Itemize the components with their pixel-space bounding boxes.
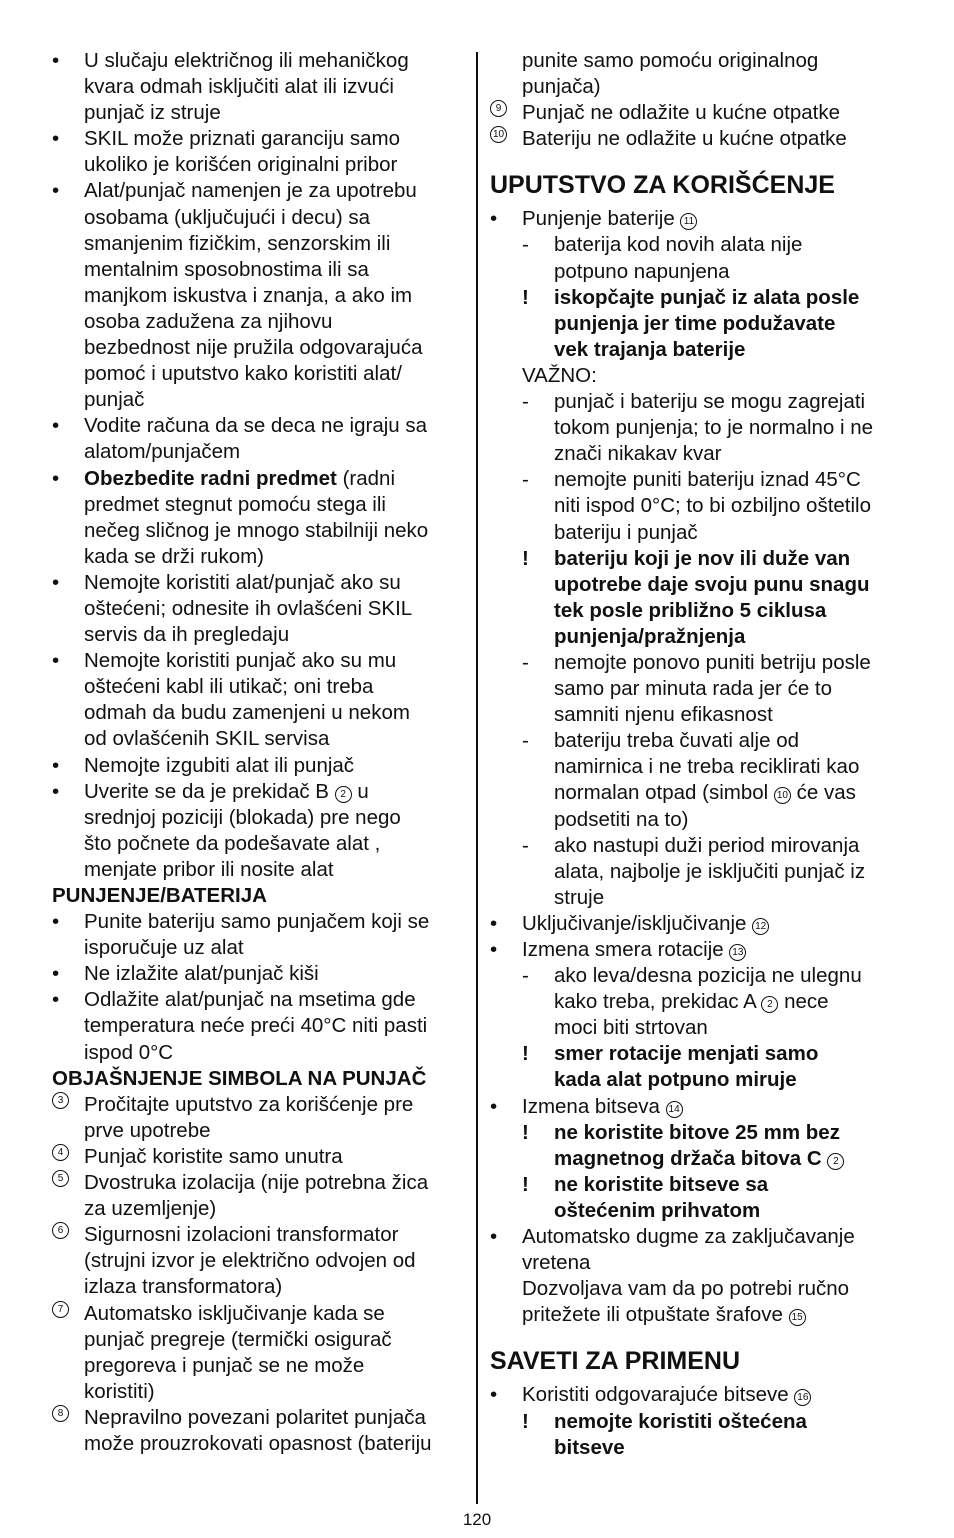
text-line — [490, 1015, 910, 1041]
text-line — [52, 1092, 464, 1118]
text-line — [490, 1435, 910, 1461]
text-line — [490, 1120, 910, 1146]
line-text: bezbednost nije pružila odgovarajuća — [84, 336, 423, 360]
line-text: vek trajanja baterije — [554, 337, 746, 361]
text-line — [52, 413, 464, 439]
line-text: oštećeni; odnesite ih ovlašćeni SKIL — [84, 596, 413, 620]
line-text: bateriju koji je nov ili duže van — [554, 546, 851, 570]
text-line — [490, 1146, 910, 1172]
text-line — [52, 987, 464, 1013]
list-marker: • — [52, 49, 60, 72]
text-line — [490, 441, 910, 467]
reference-number-icon: 16 — [794, 1389, 811, 1406]
line-text: menjate pribor ili nosite alat — [84, 857, 334, 881]
line-text: VAŽNO: — [522, 363, 597, 387]
line-text: iskopčajte punjač iz alata posle — [554, 285, 860, 309]
line-text: ako leva/desna pozicija ne ulegnu — [554, 964, 862, 988]
text-line — [52, 805, 464, 831]
reference-number-icon: 14 — [666, 1101, 683, 1118]
text-line — [52, 779, 464, 805]
line-text: bateriju treba čuvati alje od — [554, 729, 800, 753]
line-text: isporučuje uz alat — [84, 936, 244, 960]
line-text: osobama (uključujući i decu) sa — [84, 205, 370, 229]
text-line — [490, 624, 910, 650]
text-line — [52, 1040, 464, 1066]
text-line — [490, 415, 910, 441]
text-line — [52, 1379, 464, 1405]
line-text: Dozvoljava vam da po potrebi ručno — [522, 1277, 850, 1301]
list-marker: • — [52, 988, 60, 1012]
text-line — [52, 48, 464, 74]
line-text: Punjač ne odlažite u kućne otpatke — [522, 101, 840, 125]
line-text: Ne izlažite alat/punjač kiši — [84, 962, 319, 986]
line-text: struje — [554, 885, 605, 909]
line-text: baterija kod novih alata nije — [554, 233, 803, 257]
text-line — [52, 700, 464, 726]
line-text: punjač pregreje (termički osigurač — [84, 1327, 392, 1351]
text-line — [52, 1013, 464, 1039]
symbol-number-icon: 7 — [52, 1301, 69, 1318]
text-line — [52, 126, 464, 152]
line-text: normalan otpad (simbol — [554, 781, 774, 805]
line-text: Koristiti odgovarajuće bitseve — [522, 1383, 795, 1407]
text-line — [490, 885, 910, 911]
list-marker: - — [522, 390, 529, 414]
list-marker: ! — [522, 1172, 529, 1196]
text-line — [52, 544, 464, 570]
text-line — [490, 780, 910, 806]
list-marker: • — [52, 753, 60, 777]
line-text: SKIL može priznati garanciju samo — [84, 127, 400, 151]
line-text: će vas — [790, 781, 856, 805]
text-line — [490, 363, 910, 389]
text-line — [490, 100, 910, 126]
line-text: Odlažite alat/punjač na msetima gde — [84, 988, 416, 1012]
list-marker: • — [490, 938, 498, 961]
text-line — [490, 911, 910, 937]
line-text: Automatsko dugme za zaključavanje — [522, 1225, 855, 1249]
text-line — [490, 572, 910, 598]
line-text: punite samo pomoću originalnog — [522, 49, 819, 72]
list-marker: ! — [522, 285, 529, 309]
text-line — [490, 126, 910, 152]
line-text: kvara odmah isključiti alat ili izvući — [84, 75, 394, 99]
text-line — [52, 361, 464, 387]
text-line — [490, 48, 910, 74]
text-line — [52, 309, 464, 335]
text-line — [52, 570, 464, 596]
line-text: samniti njenu efikasnost — [554, 703, 773, 727]
text-line — [52, 1196, 464, 1222]
line-text: Nemojte koristiti punjač ako su mu — [84, 649, 397, 673]
list-marker: • — [490, 1094, 498, 1118]
list-marker: ! — [522, 546, 529, 570]
text-line — [52, 335, 464, 361]
line-text: pregoreva i punjač se ne može — [84, 1353, 365, 1377]
text-line — [490, 728, 910, 754]
list-marker: • — [52, 910, 60, 934]
subsection-heading: OBJAŠNJENJE SIMBOLA NA PUNJAČ — [52, 1066, 427, 1090]
reference-number-icon: 2 — [827, 1153, 844, 1170]
line-text: Punite bateriju samo punjačem koji se — [84, 910, 430, 934]
line-text: nemojte koristiti oštećena — [554, 1409, 807, 1433]
text-line — [490, 1094, 910, 1120]
line-text: servis da ih pregledaju — [84, 623, 290, 647]
text-line — [52, 205, 464, 231]
text-line — [490, 1276, 910, 1302]
reference-number-icon: 15 — [789, 1309, 806, 1326]
text-line — [490, 206, 910, 232]
symbol-number-icon: 10 — [490, 126, 507, 143]
text-line — [490, 598, 910, 624]
line-text: kako treba, prekidac A — [554, 990, 762, 1014]
text-line — [490, 1224, 910, 1250]
list-marker: • — [52, 127, 60, 151]
page-number: 120 — [462, 1510, 492, 1529]
line-text: Izmena smera rotacije — [522, 938, 730, 961]
line-text: Punjenje baterije — [522, 207, 681, 231]
line-text: namirnica i ne treba reciklirati kao — [554, 755, 860, 779]
section-heading: SAVETI ZA PRIMENU — [490, 1347, 741, 1376]
text-line — [490, 259, 910, 285]
line-text: Uključivanje/isključivanje — [522, 911, 753, 935]
reference-number-icon: 11 — [680, 213, 697, 230]
text-line — [52, 74, 464, 100]
text-line — [52, 1170, 464, 1196]
list-marker: ! — [522, 1120, 529, 1144]
list-marker: - — [522, 964, 529, 988]
bold-text: Obezbedite radni predmet — [84, 466, 337, 490]
line-text: smanjenim fizičkim, senzorskim ili — [84, 231, 391, 255]
line-text: bateriju i punjač — [554, 520, 698, 544]
list-marker: - — [522, 233, 529, 257]
line-text: Nepravilno povezani polaritet punjača — [84, 1405, 426, 1429]
line-text: alatom/punjačem — [84, 440, 241, 464]
right-column — [490, 48, 910, 1461]
line-text: odmah da budu zamenjeni u nekom — [84, 701, 410, 725]
line-text: punjenja/pražnjenja — [554, 624, 746, 648]
line-text: ispod 0°C — [84, 1040, 174, 1064]
line-text: za uzemljenje) — [84, 1197, 217, 1221]
text-line — [52, 1118, 464, 1144]
column-divider — [476, 52, 478, 1504]
line-text: nemojte puniti bateriju iznad 45°C — [554, 468, 861, 492]
subsection-heading: PUNJENJE/BATERIJA — [52, 884, 267, 907]
text-line — [52, 857, 464, 883]
text-line — [52, 1248, 464, 1274]
text-line — [490, 1382, 910, 1408]
line-text: punjač — [84, 388, 145, 412]
line-text: što počnete da podešavate alat , — [84, 831, 381, 855]
text-line — [490, 754, 910, 780]
list-marker: - — [522, 729, 529, 753]
line-text: upotrebe daje svoju punu snagu — [554, 572, 870, 596]
reference-number-icon: 2 — [335, 786, 352, 803]
list-marker: • — [490, 911, 498, 935]
text-line — [490, 1302, 910, 1328]
text-line — [490, 702, 910, 728]
line-text: manjkom iskustva i znanja, a ako im — [84, 283, 413, 307]
text-line — [490, 546, 910, 572]
symbol-number-icon: 9 — [490, 100, 507, 117]
line-text: mentalnim sposobnostima ili sa — [84, 257, 369, 281]
text-line — [490, 493, 910, 519]
text-line — [490, 285, 910, 311]
text-line — [52, 648, 464, 674]
text-line — [490, 337, 910, 363]
left-column — [52, 48, 464, 1457]
text-line — [490, 74, 910, 100]
list-marker: ! — [522, 1042, 529, 1066]
reference-number-icon: 12 — [752, 918, 769, 935]
symbol-number-icon: 4 — [52, 1144, 69, 1161]
line-text: Sigurnosni izolacioni transformator — [84, 1223, 399, 1247]
reference-number-icon: 10 — [774, 787, 791, 804]
text-line — [52, 1431, 464, 1457]
list-marker: • — [52, 466, 60, 490]
line-text: alata, najbolje je isključiti punjač iz — [554, 859, 866, 883]
text-line — [52, 1274, 464, 1300]
list-marker: - — [522, 833, 529, 857]
text-line — [52, 1353, 464, 1379]
line-text: od ovlašćenih SKIL servisa — [84, 727, 330, 751]
text-line — [52, 1301, 464, 1327]
line-text: Dvostruka izolacija (nije potrebna žica — [84, 1171, 429, 1195]
text-line — [490, 937, 910, 963]
line-text: ukoliko je korišćen originalni pribor — [84, 153, 398, 177]
symbol-number-icon: 5 — [52, 1170, 69, 1187]
line-text: nečeg sličnog je mnogo stabilniji neko — [84, 518, 429, 542]
list-marker: ! — [522, 1409, 529, 1433]
text-line — [52, 674, 464, 700]
line-text: može prouzrokovati opasnost (bateriju — [84, 1431, 432, 1455]
line-text: samo par minuta rada jer će to — [554, 677, 833, 701]
line-text: osoba zadužena za njihovu — [84, 309, 333, 333]
line-text: kada se drži rukom) — [84, 544, 265, 568]
text-line — [490, 232, 910, 258]
line-text: nemojte ponovo puniti betriju posle — [554, 650, 871, 674]
line-text: koristiti) — [84, 1379, 155, 1403]
text-line — [52, 257, 464, 283]
text-line — [490, 989, 910, 1015]
line-text: Vodite računa da se deca ne igraju sa — [84, 414, 428, 438]
text-line — [52, 961, 464, 987]
line-text: punjač i bateriju se mogu zagrejati — [554, 390, 866, 414]
text-line — [52, 753, 464, 779]
text-line — [490, 311, 910, 337]
text-line — [52, 178, 464, 204]
symbol-number-icon: 6 — [52, 1222, 69, 1239]
text-line — [52, 231, 464, 257]
line-text: temperatura neće preći 40°C niti pasti — [84, 1014, 428, 1038]
text-line — [490, 859, 910, 885]
line-text: niti ispod 0°C; to bi ozbiljno oštetilo — [554, 494, 872, 518]
line-text: Izmena bitseva — [522, 1094, 666, 1118]
text-line — [490, 1172, 910, 1198]
text-line — [490, 1409, 910, 1435]
text-line — [490, 389, 910, 415]
text-line — [490, 520, 910, 546]
text-line — [52, 831, 464, 857]
text-line — [52, 596, 464, 622]
line-text: magnetnog držača bitova C — [554, 1146, 828, 1170]
line-text: tokom punjenja; to je normalno i ne — [554, 416, 874, 440]
text-line — [490, 963, 910, 989]
reference-number-icon: 13 — [729, 944, 746, 961]
text-line — [52, 726, 464, 752]
text-line — [490, 1198, 910, 1224]
line-text: vretena — [522, 1251, 591, 1275]
line-text: Punjač koristite samo unutra — [84, 1144, 343, 1168]
text-line — [52, 466, 464, 492]
text-line — [52, 1327, 464, 1353]
line-text: ne koristite bitove 25 mm bez — [554, 1120, 840, 1144]
text-line — [52, 387, 464, 413]
symbol-number-icon: 8 — [52, 1405, 69, 1422]
text-line — [52, 622, 464, 648]
list-marker: • — [52, 179, 60, 203]
list-marker: • — [52, 649, 60, 673]
list-marker: • — [490, 207, 498, 231]
list-marker: • — [52, 962, 60, 986]
line-text: izlaza transformatora) — [84, 1275, 283, 1299]
line-text: punjenja jer time podužavate — [554, 311, 836, 335]
line-text: Nemojte koristiti alat/punjač ako su — [84, 570, 401, 594]
line-text: podsetiti na to) — [554, 807, 689, 831]
text-line — [52, 100, 464, 126]
text-line — [52, 439, 464, 465]
text-line — [490, 1067, 910, 1093]
line-text: tek posle približno 5 ciklusa — [554, 598, 827, 622]
text-line — [490, 833, 910, 859]
text-line — [52, 909, 464, 935]
line-text: (strujni izvor je električno odvojen od — [84, 1249, 416, 1273]
line-text: U slučaju električnog ili mehaničkog — [84, 49, 409, 72]
line-text: pomoć i uputstvo kako koristiti alat/ — [84, 362, 402, 386]
line-text: punjača) — [522, 75, 601, 99]
list-marker: - — [522, 468, 529, 492]
text-line — [490, 1250, 910, 1276]
line-text: ako nastupi duži period mirovanja — [554, 833, 860, 857]
text-line — [52, 1405, 464, 1431]
line-text: u — [351, 779, 369, 803]
text-line — [52, 1222, 464, 1248]
section-heading: UPUTSTVO ZA KORIŠĆENJE — [490, 171, 835, 200]
line-text: Bateriju ne odlažite u kućne otpatke — [522, 127, 847, 151]
line-text: Uverite se da je prekidač B — [84, 779, 335, 803]
line-text: srednjoj poziciji (blokada) pre nego — [84, 805, 401, 829]
text-line — [52, 1144, 464, 1170]
line-text: oštećenim prihvatom — [554, 1198, 761, 1222]
list-marker: • — [490, 1383, 498, 1407]
line-text: predmet stegnut pomoću stega ili — [84, 492, 386, 516]
line-text: prve upotrebe — [84, 1118, 211, 1142]
text-line — [52, 935, 464, 961]
line-text: nece — [778, 990, 829, 1014]
text-line — [490, 1041, 910, 1067]
text-line — [490, 807, 910, 833]
line-text: Automatsko isključivanje kada se — [84, 1301, 385, 1325]
line-text: oštećeni kabl ili utikač; oni treba — [84, 675, 374, 699]
line-text: (radni — [336, 466, 395, 490]
line-text: punjač iz struje — [84, 101, 221, 125]
line-text: potpuno napunjena — [554, 259, 730, 283]
line-text: Pročitajte uputstvo za korišćenje pre — [84, 1092, 414, 1116]
line-text: Alat/punjač namenjen je za upotrebu — [84, 179, 417, 203]
text-line — [490, 676, 910, 702]
line-text: smer rotacije menjati samo — [554, 1042, 819, 1066]
list-marker: • — [52, 414, 60, 438]
line-text: bitseve — [554, 1435, 625, 1459]
reference-number-icon: 2 — [761, 996, 778, 1013]
text-line — [52, 152, 464, 178]
list-marker: - — [522, 650, 529, 674]
line-text: znači nikakav kvar — [554, 442, 722, 466]
text-line — [490, 650, 910, 676]
text-line — [490, 467, 910, 493]
text-line — [52, 283, 464, 309]
symbol-number-icon: 3 — [52, 1092, 69, 1109]
list-marker: • — [52, 779, 60, 803]
text-line — [52, 518, 464, 544]
text-line — [52, 492, 464, 518]
line-text: pritežete ili otpuštate šrafove — [522, 1303, 789, 1327]
list-marker: • — [52, 570, 60, 594]
list-marker: • — [490, 1225, 498, 1249]
line-text: Nemojte izgubiti alat ili punjač — [84, 753, 355, 777]
line-text: ne koristite bitseve sa — [554, 1172, 769, 1196]
line-text: moci biti strtovan — [554, 1016, 708, 1040]
line-text: kada alat potpuno miruje — [554, 1068, 797, 1092]
